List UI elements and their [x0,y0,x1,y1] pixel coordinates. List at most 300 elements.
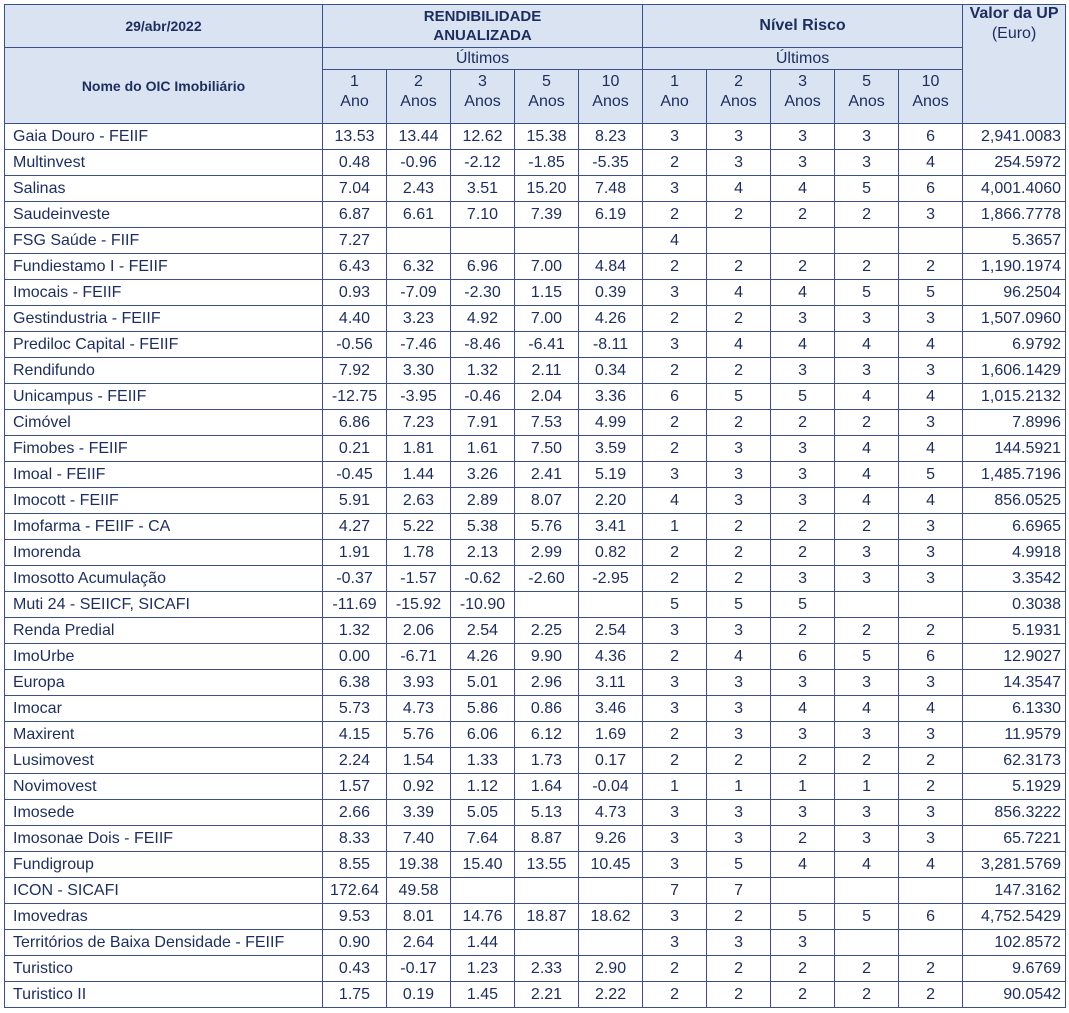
up-value-cell: 102.8572 [963,930,1066,956]
risk-cell: 4 [707,176,771,202]
risk-cell: 2 [835,618,899,644]
rend-cell: 9.26 [579,826,643,852]
rend-cell [387,228,451,254]
rend-cell [579,228,643,254]
risk-cell: 5 [707,592,771,618]
rend-cell: 8.01 [387,904,451,930]
risk-cell: 3 [771,150,835,176]
risk-cell: 3 [643,930,707,956]
risk-cell: 2 [707,410,771,436]
period-unit: Anos [464,93,501,110]
period-number: 1 [670,73,679,90]
rend-cell: 7.39 [515,202,579,228]
rend-cell: 0.92 [387,774,451,800]
period-unit: Anos [848,93,885,110]
risk-cell: 3 [707,124,771,150]
rend-cell: 0.34 [579,358,643,384]
risk-cell [899,228,963,254]
fund-name-cell: Cimóvel [5,410,323,436]
rend-cell: -0.96 [387,150,451,176]
period-number: 1 [350,73,359,90]
fund-name-cell: Renda Predial [5,618,323,644]
risk-cell: 4 [707,280,771,306]
rend-cell: -15.92 [387,592,451,618]
period-number: 5 [862,73,871,90]
risk-cell: 2 [771,254,835,280]
risk-cell: 2 [899,956,963,982]
risk-cell: 2 [643,982,707,1008]
rend-cell: 13.44 [387,124,451,150]
fund-name-cell: Imosonae Dois - FEIIF [5,826,323,852]
rend-cell: 2.54 [451,618,515,644]
rend-cell: 2.04 [515,384,579,410]
rend-cell: 1.12 [451,774,515,800]
fund-name-cell: Imocott - FEIIF [5,488,323,514]
risk-cell: 1 [835,774,899,800]
table-row [5,748,1066,774]
up-value-cell: 7.8996 [963,410,1066,436]
rend-cell: 3.93 [387,670,451,696]
risk-cell: 4 [899,852,963,878]
period-number: 3 [798,73,807,90]
table-row [5,852,1066,878]
table-row [5,592,1066,618]
risk-cell: 3 [771,358,835,384]
rend-cell: -3.95 [387,384,451,410]
rend-cell: 4.27 [323,514,387,540]
risk-cell: 4 [835,852,899,878]
risk-cell: 3 [771,124,835,150]
risk-cell: 4 [707,332,771,358]
risk-cell: 2 [899,774,963,800]
risk-cell: 2 [899,748,963,774]
fund-name-cell: Imorenda [5,540,323,566]
table-row [5,306,1066,332]
up-value-cell: 5.1929 [963,774,1066,800]
risk-cell: 5 [643,592,707,618]
risk-cell: 2 [707,904,771,930]
risk-cell: 2 [707,358,771,384]
up-value-cell: 9.6769 [963,956,1066,982]
rend-period-1-header [323,70,387,124]
risk-cell: 2 [707,202,771,228]
rend-cell: 0.90 [323,930,387,956]
risk-cell: 2 [643,358,707,384]
risk-cell: 3 [899,566,963,592]
risk-cell: 2 [771,826,835,852]
risk-cell [771,228,835,254]
rend-cell: 7.50 [515,436,579,462]
risk-cell: 4 [771,696,835,722]
rend-cell: 3.26 [451,462,515,488]
table-row [5,462,1066,488]
rend-cell: 6.19 [579,202,643,228]
risk-cell: 1 [707,774,771,800]
rend-cell: 2.13 [451,540,515,566]
rend-cell: 14.76 [451,904,515,930]
rend-cell: 4.73 [579,800,643,826]
risk-cell: 2 [899,982,963,1008]
period-number: 10 [921,73,940,90]
up-value-cell: 1,485.7196 [963,462,1066,488]
rend-cell [515,228,579,254]
risk-ultimos-label: Últimos [643,48,963,70]
risk-cell: 6 [899,176,963,202]
valor-up-unit: (Euro) [991,25,1037,42]
risk-cell: 3 [899,800,963,826]
rend-cell: 15.20 [515,176,579,202]
up-value-cell: 12.9027 [963,644,1066,670]
risk-cell: 3 [899,202,963,228]
rend-cell: 8.55 [323,852,387,878]
fund-name-cell: Territórios de Baixa Densidade - FEIIF [5,930,323,956]
rend-cell: 9.53 [323,904,387,930]
up-value-cell: 4,752.5429 [963,904,1066,930]
table-row [5,332,1066,358]
period-number: 2 [734,73,743,90]
rend-cell: 0.82 [579,540,643,566]
rend-cell: 7.92 [323,358,387,384]
rend-cell: 2.06 [387,618,451,644]
table-row [5,280,1066,306]
rend-cell: 7.27 [323,228,387,254]
table-header [5,5,1066,124]
rend-cell: 2.66 [323,800,387,826]
rend-cell: 5.76 [515,514,579,540]
rend-cell: 2.63 [387,488,451,514]
up-value-cell: 6.6965 [963,514,1066,540]
rend-cell: 1.33 [451,748,515,774]
rend-cell: 7.91 [451,410,515,436]
rend-cell: 2.89 [451,488,515,514]
rend-cell: 7.00 [515,254,579,280]
risk-cell: 3 [835,306,899,332]
rend-cell: 8.23 [579,124,643,150]
rendibilidade-header: RENDIBILIDADE ANUALIZADA [323,5,643,48]
rend-cell: 5.22 [387,514,451,540]
up-value-cell: 11.9579 [963,722,1066,748]
up-value-cell: 90.0542 [963,982,1066,1008]
rend-cell: 4.26 [579,306,643,332]
table-row [5,410,1066,436]
rend-cell: 1.23 [451,956,515,982]
period-unit: Anos [528,93,565,110]
risk-cell: 1 [643,774,707,800]
risk-cell: 2 [771,618,835,644]
risk-cell: 7 [707,878,771,904]
risk-cell: 5 [771,904,835,930]
rend-cell: 7.64 [451,826,515,852]
risk-cell: 3 [771,462,835,488]
rend-cell [579,878,643,904]
fund-name-cell: ImoUrbe [5,644,323,670]
risk-cell: 3 [707,618,771,644]
rend-cell: 2.11 [515,358,579,384]
up-value-cell: 0.3038 [963,592,1066,618]
rend-cell: 15.38 [515,124,579,150]
rend-cell: 8.07 [515,488,579,514]
risk-cell: 5 [835,644,899,670]
risk-cell: 6 [643,384,707,410]
table-row [5,982,1066,1008]
risk-cell: 2 [643,202,707,228]
fund-name-cell: Imosede [5,800,323,826]
risk-cell: 2 [707,566,771,592]
rend-cell: 0.00 [323,644,387,670]
risk-cell: 4 [771,280,835,306]
risk-cell: 2 [643,254,707,280]
rend-cell: -2.60 [515,566,579,592]
up-value-cell: 3,281.5769 [963,852,1066,878]
risk-cell: 4 [835,462,899,488]
risk-cell: 3 [643,280,707,306]
risk-cell: 3 [707,930,771,956]
rend-cell: -6.41 [515,332,579,358]
rend-cell: 1.73 [515,748,579,774]
rend-cell: 3.11 [579,670,643,696]
rend-cell: -2.30 [451,280,515,306]
risk-period-2-header [707,70,771,124]
risk-cell: 3 [899,670,963,696]
risk-cell: 2 [835,982,899,1008]
fund-name-cell: Gaia Douro - FEIIF [5,124,323,150]
risk-cell: 3 [643,618,707,644]
rend-cell: 3.41 [579,514,643,540]
risk-cell: 3 [643,332,707,358]
rend-cell: 1.15 [515,280,579,306]
rend-cell: 18.87 [515,904,579,930]
rend-cell: -2.12 [451,150,515,176]
rend-cell: 1.44 [387,462,451,488]
rend-cell: 0.48 [323,150,387,176]
risk-cell: 3 [771,566,835,592]
fund-name-cell: Unicampus - FEIIF [5,384,323,410]
risk-cell: 3 [835,358,899,384]
rend-cell: 2.43 [387,176,451,202]
table-row [5,488,1066,514]
risk-cell: 4 [707,644,771,670]
table-row [5,826,1066,852]
table-row [5,228,1066,254]
fund-name-cell: Imofarma - FEIIF - CA [5,514,323,540]
rend-cell [451,878,515,904]
risk-cell: 6 [899,124,963,150]
risk-cell: 2 [643,410,707,436]
rend-cell: -8.11 [579,332,643,358]
valor-up-header [963,5,1066,124]
up-value-cell: 856.3222 [963,800,1066,826]
rend-cell: 2.90 [579,956,643,982]
nivel-risco-header: Nível Risco [643,5,963,48]
up-value-cell: 5.1931 [963,618,1066,644]
rend-cell: 6.06 [451,722,515,748]
risk-cell: 3 [835,124,899,150]
rend-cell: 1.61 [451,436,515,462]
fund-name-cell: Gestindustria - FEIIF [5,306,323,332]
risk-cell: 3 [835,540,899,566]
rend-ultimos-label: Últimos [323,48,643,70]
rend-period-2-header [387,70,451,124]
risk-cell: 4 [835,384,899,410]
risk-cell: 3 [835,800,899,826]
risk-cell: 3 [835,670,899,696]
rend-cell: 0.17 [579,748,643,774]
rend-cell: 7.48 [579,176,643,202]
table-row [5,722,1066,748]
risk-cell: 4 [835,696,899,722]
rend-cell: 2.41 [515,462,579,488]
rend-cell: 5.38 [451,514,515,540]
risk-cell: 2 [771,982,835,1008]
rend-cell [579,930,643,956]
rend-cell: -0.17 [387,956,451,982]
rend-cell: 0.93 [323,280,387,306]
period-unit: Ano [660,93,689,110]
period-unit: Anos [784,93,821,110]
rend-cell: 6.86 [323,410,387,436]
risk-cell: 3 [771,722,835,748]
fund-name-cell: Europa [5,670,323,696]
table-row [5,384,1066,410]
risk-cell: 2 [643,956,707,982]
valor-up-label: Valor da UP [969,5,1059,22]
risk-cell: 1 [643,514,707,540]
up-value-cell: 65.7221 [963,826,1066,852]
risk-cell: 6 [771,644,835,670]
fund-name-cell: Multinvest [5,150,323,176]
rend-cell: 0.86 [515,696,579,722]
risk-cell: 6 [899,644,963,670]
risk-cell: 3 [899,358,963,384]
rend-cell: 3.30 [387,358,451,384]
rend-cell: 15.40 [451,852,515,878]
rend-cell: 4.26 [451,644,515,670]
risk-cell: 3 [771,930,835,956]
risk-cell: 3 [835,566,899,592]
risk-cell: 5 [835,904,899,930]
fund-name-cell: FSG Saúde - FIIF [5,228,323,254]
risk-cell: 3 [899,514,963,540]
rend-cell: -0.46 [451,384,515,410]
risk-cell: 2 [707,514,771,540]
period-unit: Anos [912,93,949,110]
risk-cell: 3 [771,306,835,332]
risk-period-1-header [643,70,707,124]
table-row [5,800,1066,826]
risk-cell: 4 [899,436,963,462]
table-row [5,878,1066,904]
fund-name-cell: Muti 24 - SEIICF, SICAFI [5,592,323,618]
risk-cell: 2 [643,722,707,748]
rend-cell: 6.12 [515,722,579,748]
risk-cell: 2 [707,748,771,774]
risk-cell: 5 [899,462,963,488]
risk-cell: 2 [771,514,835,540]
risk-cell [835,878,899,904]
fund-table [4,4,1066,1008]
risk-cell: 2 [643,150,707,176]
risk-cell: 3 [899,826,963,852]
rend-cell: 4.15 [323,722,387,748]
risk-cell: 2 [835,254,899,280]
rend-cell: -0.04 [579,774,643,800]
risk-cell [835,228,899,254]
rend-cell: 13.55 [515,852,579,878]
rend-cell: 2.64 [387,930,451,956]
risk-cell: 3 [899,722,963,748]
up-value-cell: 62.3173 [963,748,1066,774]
risk-cell: 3 [771,436,835,462]
risk-cell: 4 [643,228,707,254]
rend-cell: 7.40 [387,826,451,852]
risk-cell: 2 [643,748,707,774]
rend-cell: -8.46 [451,332,515,358]
rend-cell: 5.19 [579,462,643,488]
report-date: 29/abr/2022 [5,5,323,48]
up-value-cell: 6.9792 [963,332,1066,358]
period-number: 2 [414,73,423,90]
rend-cell: 10.45 [579,852,643,878]
risk-cell: 2 [899,618,963,644]
period-number: 3 [478,73,487,90]
table-row [5,774,1066,800]
risk-cell: 2 [707,254,771,280]
rend-cell: 2.25 [515,618,579,644]
risk-cell: 3 [643,904,707,930]
table-row [5,176,1066,202]
rend-cell: 7.53 [515,410,579,436]
risk-cell [899,592,963,618]
risk-cell: 1 [771,774,835,800]
rend-cell [579,592,643,618]
up-value-cell: 1,507.0960 [963,306,1066,332]
fund-name-cell: Imocais - FEIIF [5,280,323,306]
rend-cell: 5.05 [451,800,515,826]
rend-cell: 0.19 [387,982,451,1008]
risk-cell: 3 [707,800,771,826]
risk-cell: 3 [835,722,899,748]
table-row [5,566,1066,592]
rend-cell: 49.58 [387,878,451,904]
risk-cell: 5 [707,384,771,410]
risk-cell: 2 [707,540,771,566]
risk-cell: 2 [771,956,835,982]
fund-name-cell: Imovedras [5,904,323,930]
rend-cell: 18.62 [579,904,643,930]
rend-cell: 12.62 [451,124,515,150]
up-value-cell: 144.5921 [963,436,1066,462]
rend-cell: 2.20 [579,488,643,514]
rend-cell: 8.33 [323,826,387,852]
up-value-cell: 14.3547 [963,670,1066,696]
risk-cell: 2 [835,514,899,540]
risk-cell: 4 [835,436,899,462]
up-value-cell: 4.9918 [963,540,1066,566]
table-row [5,202,1066,228]
period-unit: Ano [340,93,369,110]
fund-name-header: Nome do OIC Imobiliário [5,48,323,124]
rend-cell: 4.92 [451,306,515,332]
up-value-cell: 254.5972 [963,150,1066,176]
risk-period-10-header [899,70,963,124]
rend-cell: 2.33 [515,956,579,982]
risk-period-3-header [771,70,835,124]
up-value-cell: 147.3162 [963,878,1066,904]
fund-name-cell: Fimobes - FEIIF [5,436,323,462]
fund-name-cell: Maxirent [5,722,323,748]
risk-cell: 2 [771,540,835,566]
rend-cell: -7.46 [387,332,451,358]
